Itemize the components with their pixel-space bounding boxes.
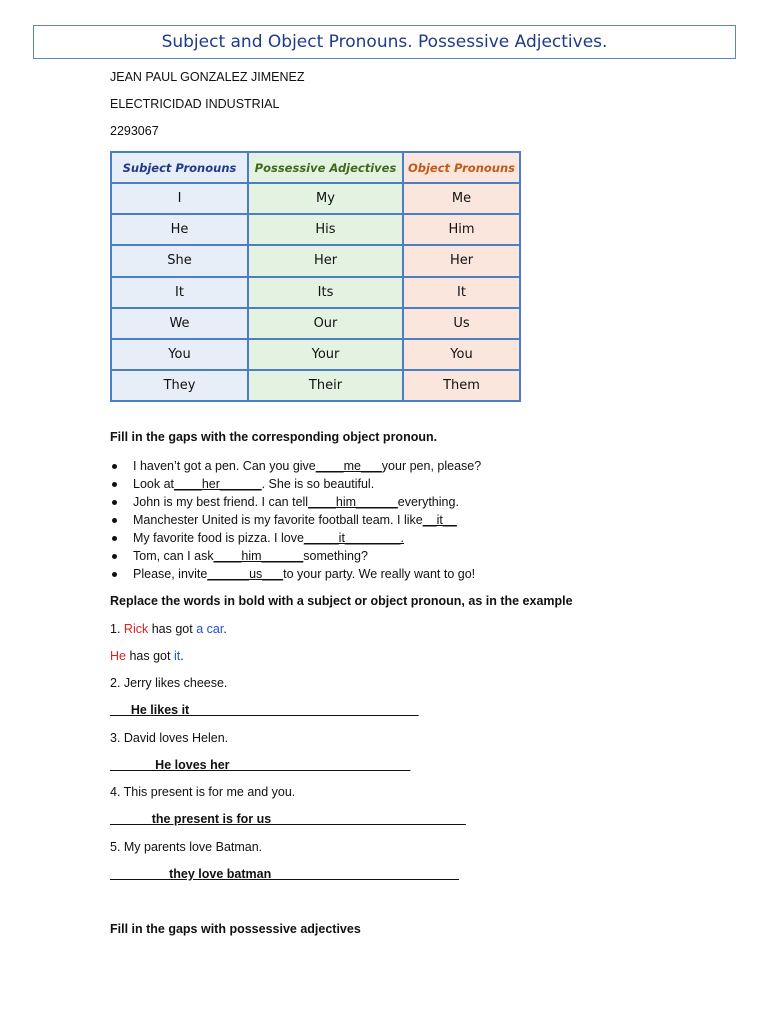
list-item [110,475,481,493]
object-pronoun-cell: Me [403,183,520,214]
item-text: John is my best friend. I can tell [133,495,309,509]
question-4: 4. This present is for me and you. [110,785,296,799]
example-answer-end: . [180,649,184,663]
title-text: Subject and Object Pronouns. Possessive Adjectives. [161,32,608,52]
student-program: ELECTRICIDAD INDUSTRIAL [110,97,280,111]
table-row [111,214,520,245]
item-text: Look at [133,477,175,491]
table-row [111,308,520,339]
question-3: 3. David loves Helen. [110,731,229,745]
table-row [111,370,520,401]
example-subject: Rick [123,622,149,636]
answer-4[interactable]: ______the present is for us____________________________ [110,812,466,826]
answer-blank[interactable]: ____me___ [315,459,382,473]
example-sentence [110,622,227,636]
student-name: JEAN PAUL GONZALEZ JIMENEZ [110,70,305,84]
subject-pronoun-cell: We [111,308,248,339]
item-text: something? [303,549,368,563]
item-text: My favorite food is pizza. I love [133,531,304,545]
item-text: . She is so beautiful. [261,477,375,491]
item-text: Manchester United is my favorite football team. I like [133,513,423,527]
item-text: Tom, can I ask [133,549,214,563]
example-answer-verb: has got [129,649,171,663]
table-row [111,245,520,276]
item-text: Please, invite [133,567,208,581]
answer-blank[interactable]: ____her______ [174,477,262,491]
table-row [111,183,520,214]
example-verb: has got [151,622,193,636]
object-pronoun-cell: Him [403,214,520,245]
possessive-adjective-cell: Her [248,245,403,276]
list-item [110,511,481,529]
table-row [111,339,520,370]
answer-2[interactable]: ___He likes it_________________________________ [110,703,419,717]
table-row [111,277,520,308]
subject-pronoun-cell: It [111,277,248,308]
answer-3[interactable]: ______ He loves her__________________________ [110,758,411,772]
answer-blank[interactable]: ____him______ [213,549,304,563]
subject-pronoun-cell: They [111,370,248,401]
question-2: 2. Jerry likes cheese. [110,676,228,690]
possessive-adjective-cell: My [248,183,403,214]
table-header-row [111,152,520,183]
example-answer-subject: He [110,649,126,663]
possessive-adjective-cell: Our [248,308,403,339]
object-pronoun-cell: Them [403,370,520,401]
list-item [110,457,481,475]
student-id: 2293067 [110,124,159,138]
item-text: to your party. We really want to go! [283,567,476,581]
object-pronoun-cell: Us [403,308,520,339]
question-5: 5. My parents love Batman. [110,840,263,854]
example-number: 1. [110,622,121,636]
list-item [110,493,481,511]
object-pronoun-cell: Her [403,245,520,276]
answer-blank[interactable]: __it__ [422,513,457,527]
example-answer [110,649,184,663]
header-subject-pronouns: Subject Pronouns [111,152,248,183]
subject-pronoun-cell: She [111,245,248,276]
list-item [110,565,481,583]
subject-pronoun-cell: I [111,183,248,214]
subject-pronoun-cell: He [111,214,248,245]
header-possessive-adjectives: Possessive Adjectives [248,152,403,183]
exercise3-instruction: Fill in the gaps with possessive adjectives [110,922,361,936]
answer-blank[interactable]: ______us___ [207,567,284,581]
answer-5[interactable]: ______ __they love batman___________________________ [110,867,459,881]
list-item [110,529,481,547]
example-end: . [223,622,227,636]
pronoun-table [110,151,521,402]
list-item [110,547,481,565]
subject-pronoun-cell: You [111,339,248,370]
item-text: I haven’t got a pen. Can you give [133,459,316,473]
example-answer-object: it [173,649,181,663]
item-text: everything. [397,495,459,509]
example-object: a car [196,622,224,636]
exercise1-list [110,457,481,583]
answer-blank[interactable]: _____it________. [303,531,405,545]
possessive-adjective-cell: Its [248,277,403,308]
possessive-adjective-cell: Their [248,370,403,401]
header-object-pronouns: Object Pronouns [403,152,520,183]
answer-blank[interactable]: ____him______ [308,495,398,509]
worksheet-title [33,25,736,59]
possessive-adjective-cell: His [248,214,403,245]
item-text: your pen, please? [381,459,482,473]
possessive-adjective-cell: Your [248,339,403,370]
object-pronoun-cell: You [403,339,520,370]
exercise2-instruction: Replace the words in bold with a subject or object pronoun, as in the example [110,594,573,608]
object-pronoun-cell: It [403,277,520,308]
exercise1-instruction: Fill in the gaps with the corresponding object pronoun. [110,430,438,444]
